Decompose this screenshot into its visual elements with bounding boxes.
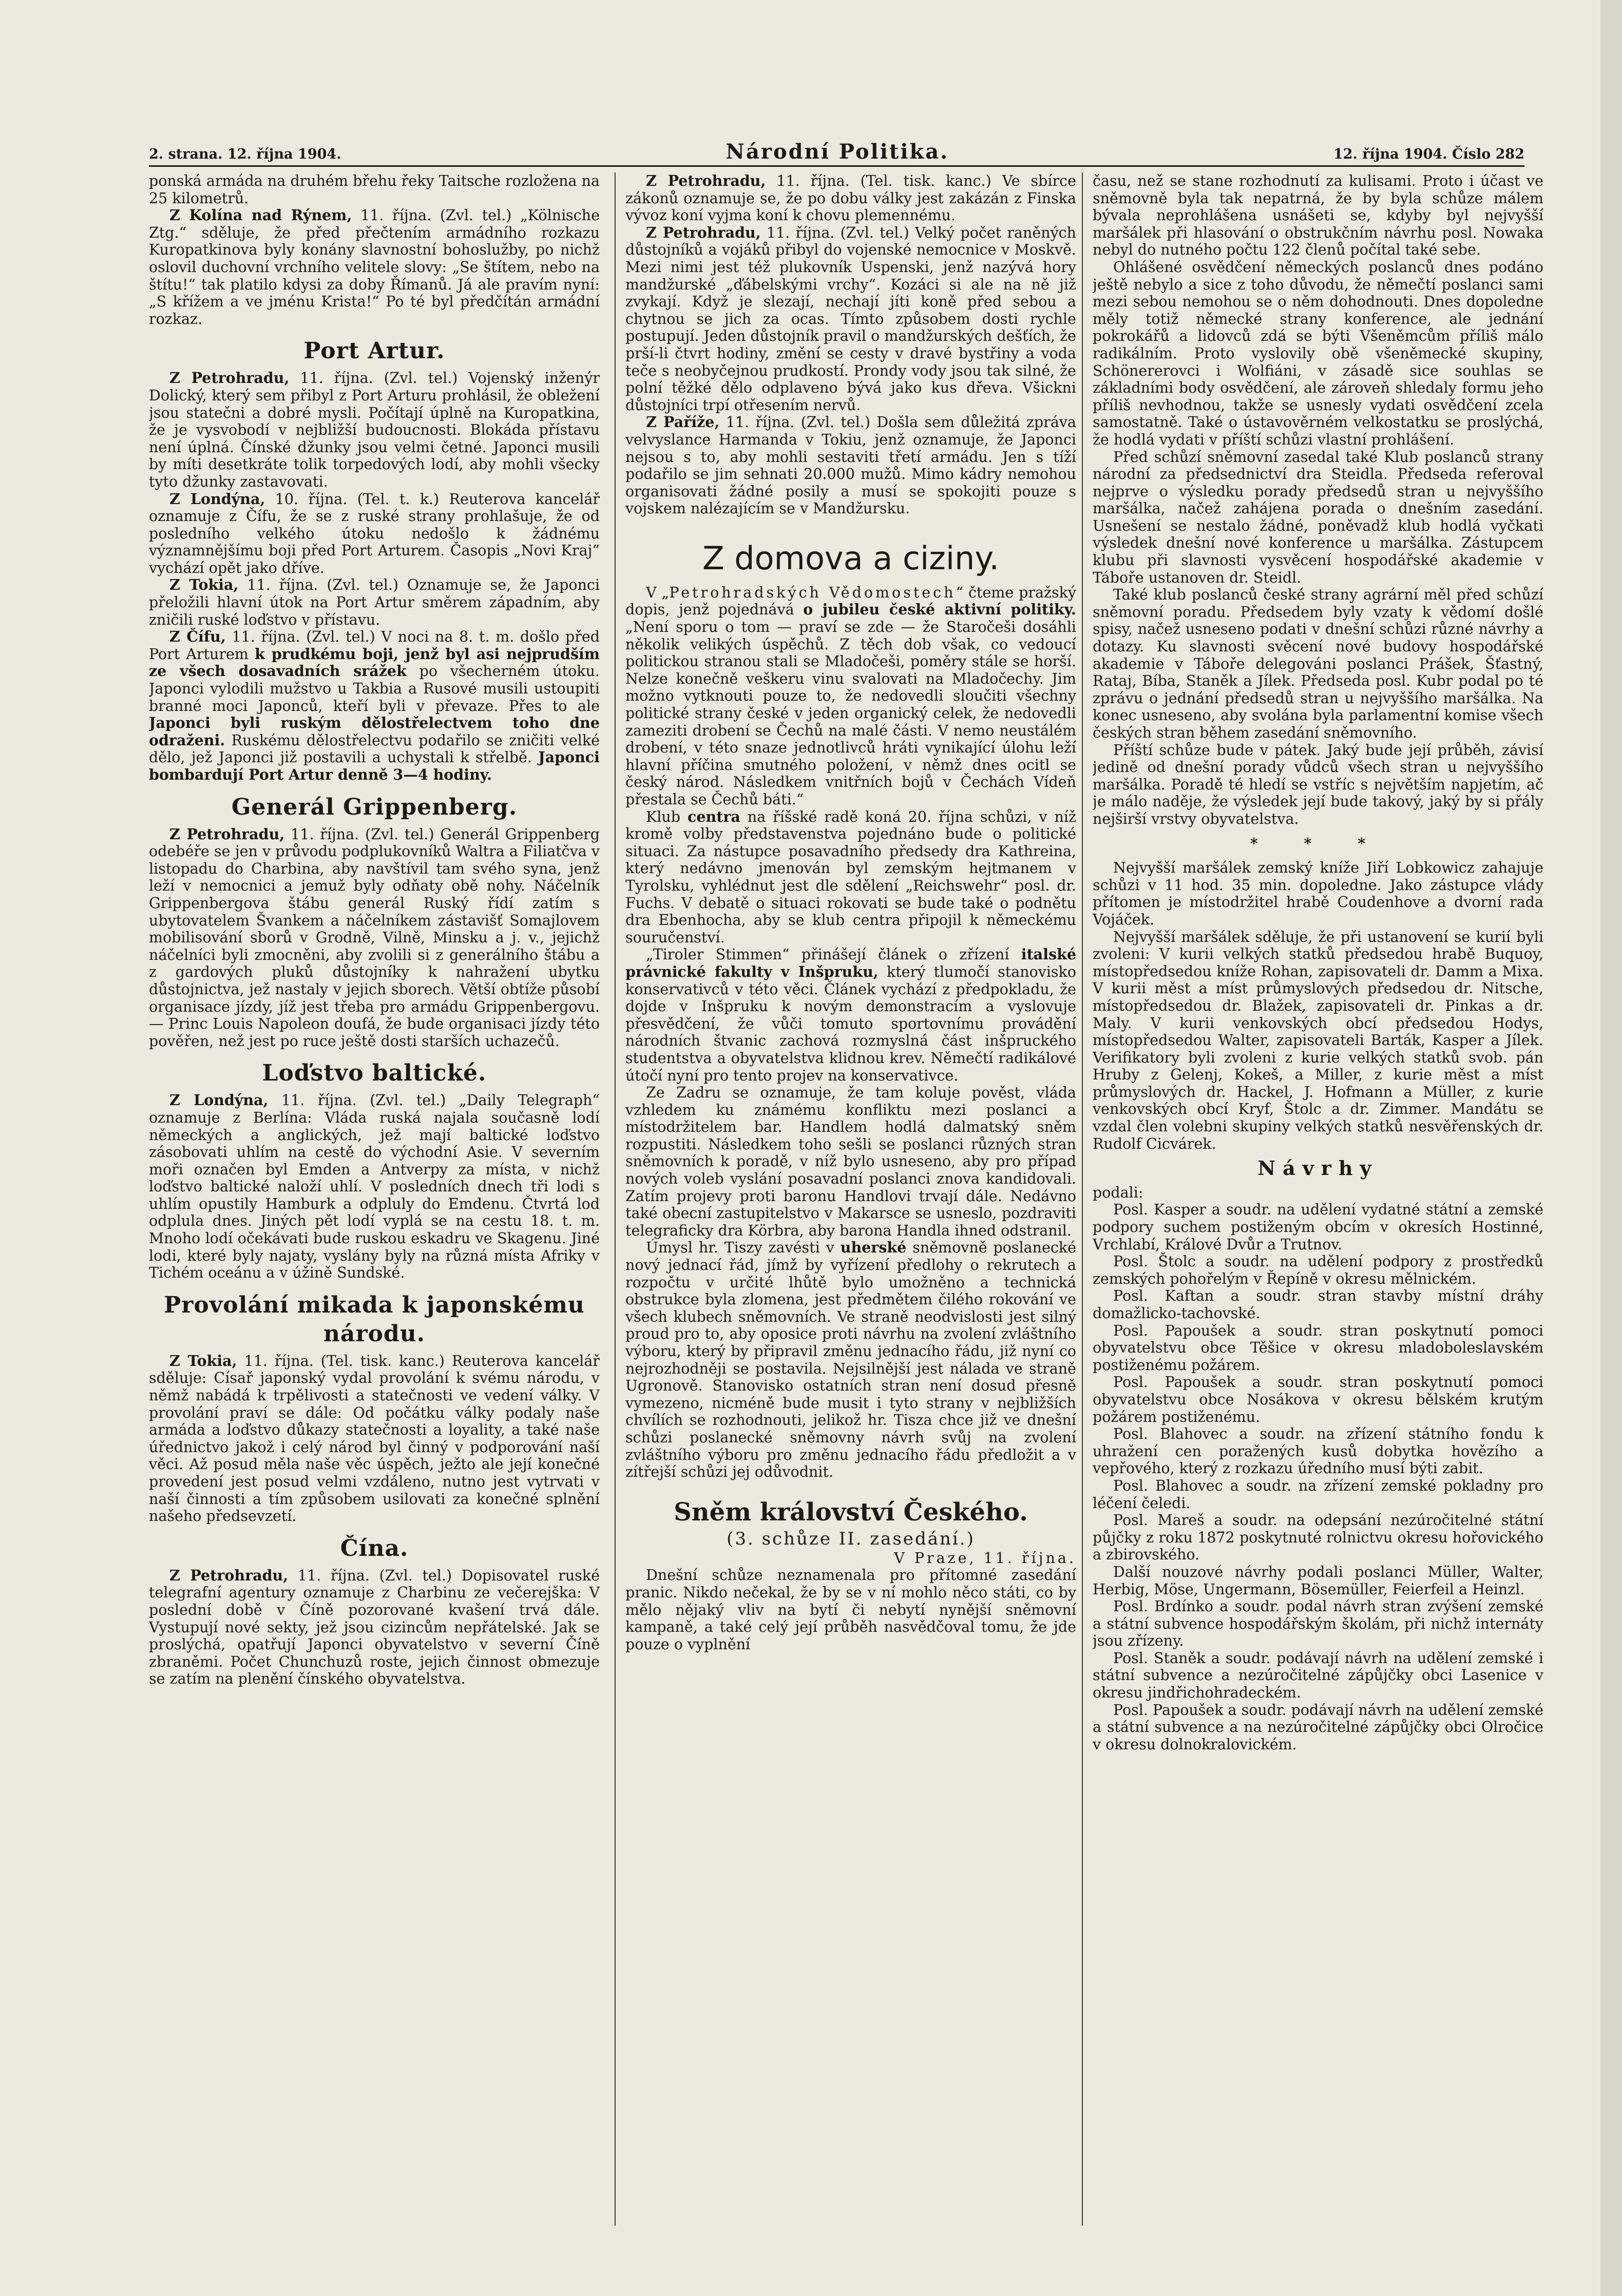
dateline: Z Tokia,: [169, 576, 239, 594]
column-2: [625, 172, 1076, 2241]
motion-item: Posl. Papoušek a soudr. stran poskytnutí pomoci obyvatelstvu obce Těšice v okresu mladoboleslavském postiženému požárem.: [1093, 1322, 1543, 1374]
dateline: Z Paříže,: [646, 413, 720, 431]
news-item: [625, 414, 1076, 517]
motion-item: Posl. Staněk a soudr. podávají návrh na udělení zemské i státní subvence a nezúročitelné zápůjčky obci Lasenice v okresu jindřichohradeckém.: [1093, 1649, 1543, 1702]
news-text: 11. října. (Zvl. tel.) „Daily Telegraph“ oznamuje z Berlína: Vláda ruská najala současně lodí německých a anglických, jež mají baltické loďstvo zásobovati uhlím na cestě do východní Asie. V severním moři označen byl Emden a Antverpy za místa, v nichž loďstvo baltické naloží uhlí. V posledních dnech tři lodi s uhlím opustily Hamburk a odpluly do Emdenu. Čtvrtá loď odplula dnes. Jiných pět lodí vyplá se na cestu 18. t. m. Mnoho lodí očekávati bude ruskou eskadru ve Skagenu. Jiné lodi, které byly najaty, vyslány byly na různá místa Afriky v Tichém oceánu a v úžině Sundské.: [149, 1092, 600, 1282]
session-subtitle: (3. schůze II. zasedání.): [727, 1528, 975, 1549]
motion-item: Posl. Kasper a soudr. na udělení vydatné státní a zemské podpory suchem postiženým obcím v okresích Hostinné, Vrchlabí, Králové Dvůr a Trutnov.: [1093, 1201, 1543, 1253]
news-item: [149, 491, 600, 577]
page-edge: [1600, 0, 1622, 2296]
motion-item: Posl. Štolc a soudr. na udělení podpory z prostředků zemských pohořelým v Řepíně v okresu mělnickém.: [1093, 1253, 1543, 1287]
article-paragraph: Příští schůze bude v pátek. Jaký bude její průběh, závisí jedině od dnešní porady vůdců všech stran u nejvyššího maršálka. Poradě té hledí se vstříc s největším napjetím, ač je málo naděje, že výsledek její bude takový, jaký by si přály nejširší vrstvy obyvatelstva.: [1093, 741, 1543, 827]
article-paragraph: [625, 1239, 1076, 1480]
dateline: Z Petrohradu,: [169, 1566, 289, 1584]
text-run: Úmysl hr. Tiszy zavésti v: [646, 1239, 841, 1257]
motion-item: Posl. Blahovec a soudr. na zřízení zemské pokladny pro léčení čeledi.: [1093, 1477, 1543, 1512]
news-text: 11. října. (Zvl. tel.) V noci na 8. t. m. došlo před Port Arturem: [149, 628, 600, 663]
section-heading: Port Artur.: [303, 338, 445, 364]
news-item: [149, 576, 600, 628]
column-1: [149, 172, 600, 2241]
emphasis-text: k prudkému boji, jenž byl asi nejprudším ze všech dosavadních srážek: [149, 645, 600, 680]
masthead-title: Národní Politika.: [726, 140, 949, 164]
text-run: „Není sporu o tom — praví se zde — že Staročeši dosáhli několik velikých úspěchů. Z těch dob však, co vedoucí politickou stranou stali se Mladočeši, poměry stále se horší. Nelze konečně veškeru vinu svalovati na Mladočechy. Jim možno vytknouti pouze to, že nedovedli sloučiti všechny politické strany české v jeden organický celek, že nedovedli zameziti drobení se Čechů na malé části. V nemo neustálém drobení, v této snaze jednotlivců hráti vynikající úlohu leží hlavní příčina smutného položení, v němž dnes ocitl se český národ. Následkem vnitřních bojů v Čechách Vídeň přestala se Čechů báti.“: [625, 619, 1076, 808]
column-3: [1093, 172, 1543, 2241]
article-paragraph: času, než se stane rozhodnutí za kulisami. Proto i účast ve sněmovně byla tak nepatrná, že by byla schůze málem bývala neprohlášena usnášeti se, kdyby byl nejvyšší maršálek při hlasování o obstrukčním návrhu posl. Nowaka nebyl do nutného počtu 122 členů počítal také sebe.: [1093, 172, 1543, 259]
dateline: Z Kolína nad Rýnem,: [169, 206, 352, 224]
dateline: Z Petrohradu,: [169, 369, 290, 387]
news-text: 11. října. (Zvl. tel.) Velký počet raněných důstojníků a vojáků přibyl do vojenské nemocnice v Moskvě. Mezi nimi jest též plukovník Uspenski, jenž nazývá hory mandžurské „ďábelskými vrchy“. Kozáci si ale na ně již zvykají. Když je slezají, nechají jíti koně před sebou a chytnou se jich za ocas. Tímto způsobem dosti rychle postupují. Jeden důstojník pravil o mandžurských dešťích, že prší-li čtvrt hodiny, změní se cesty v dravé bystřiny a voda teče s neobyčejnou prudkostí. Prondy vody jsou tak silné, že polní těžké dělo odplaveno bývá jako kus dřeva. Všickni důstojníci trpí otřesením nervů.: [625, 224, 1076, 414]
news-text: 11. října. (Zvl. tel.) Vojenský inženýr Dolický, který sem přibyl z Port Arturu prohlásil, že obležení jsou statečni a dobré mysli. Počítají úplně na Kuropatkina, že je vysvobodí v nejbližší budoucnosti. Blokáda přístavu není úplná. Čínské džunky jsou velmi četné. Japonci musili by míti desetkráte tolik torpedových lodí, aby mohli všecky tyto džunky zastavovati.: [149, 370, 600, 490]
section-heading: Sněm království Českého.: [674, 1497, 1028, 1527]
dateline: Z Londýna,: [169, 1091, 269, 1109]
news-item: [149, 1092, 600, 1282]
page-header: [149, 140, 1524, 167]
dateline: Z Petrohradu,: [646, 223, 761, 241]
news-text: 11. října. (Zvl. tel.) „Kölnische Ztg.“ sděluje, že před přečtením armádního rozkazu Kuropatkinova byly konány slavnostní bohoslužby, po nichž oslovil duchovní vrchního velitele slovy: „Se štítem, nebo na štítu!“ tak platilo kdysi za doby Římanů. Já ale pravím nyní: „S křížem a ve jménu Krista!“ Po té byl předčítán armádní rozkaz.: [149, 207, 600, 327]
news-text: 11. října. (Zvl. tel.) Dopisovatel ruské telegrafní agentury oznamuje z Charbinu ze večerejška: V poslední době v Číně pozorované kvašení trvá dále. Vystupují nové sekty, jež jsou cizincům nepřátelské. Jak se proslýchá, opatřují Japonci obyvatelstvo v severní Číně zbraněmi. Počet Chunchuzů roste, jejich činnost obmezuje se zatím na plenění čínského obyvatelstva.: [149, 1567, 600, 1688]
section-heading: Z domova a ciziny.: [702, 539, 999, 577]
news-text: po všecherném útoku. Japonci vylodili mužstvo u Takbia a Rusové musili ustoupiti branné moci Japonců, kteří byli v převaze. Přes to ale: [149, 663, 600, 715]
spaced-text: Petrohradských Vědomostech: [669, 584, 956, 601]
motion-item: Posl. Papoušek a soudr. stran poskytnutí pomoci obyvatelstvu obce Nosákova v okresu bělském krutým požárem postiženému.: [1093, 1374, 1543, 1425]
text-run: který tlumočí stanovisko konservativců v této věci. Článek vychází z předpokladu, že dojde v Inšpruku k novým demonstracím a vyslovuje přesvědčení, že vůči tomuto sportovnímu provádění národních štvanic zachová rozmyslná část inšpruckého studentstva a obyvatelstva klidnou krev. Němečtí radikálové útočí nyní pro tento projev na konservativce.: [625, 963, 1076, 1084]
motion-item: Posl. Brdínko a soudr. podal návrh stran zvýšení zemské a státní subvence hospodářským školám, při nichž internáty jsou zřízeny.: [1093, 1598, 1543, 1650]
emphasis-text: uherské: [840, 1239, 907, 1257]
dateline: Z Tokia,: [169, 1352, 237, 1369]
text-run: Klub: [646, 808, 688, 825]
news-item: [149, 1353, 600, 1525]
news-text: 10. října. (Tel. t. k.) Reuterova kancelář oznamuje z Čífu, že se z ruské strany prohlašuje, že od posledního velkého útoku nedošlo k žádnému významnějšímu boji před Port Arturem. Časopis „Novi Kraj“ vychází opět jako dříve.: [149, 490, 600, 576]
text-run: sněmovně poslanecké nový jednací řád, jímž by vyřízení předlohy o rekrutech a rozpočtu v určité lhůtě bylo umožněno a technická obstrukce byla zlomena, jest předmětem čilého rokování ve všech klubech sněmovních. Ve straně neodvislosti jest silný proud pro to, aby oposice proti návrhu na zvolení zvláštního výboru, který by připravil změnu jednacího řádu, již nyní co nejrozhodněji se postavila. Nejsilnější jest nálada ve straně Ugronově. Stanovisko ostatních stran není dosud přesně vymezeno, nicméně bude musit i tyto strany v nejbližších chvílích se rozhodnouti, jelikož hr. Tisza chce již ve dnešní schůzi poslanecké sněmovny návrh svůj na zvolení zvláštního výboru pro změnu jednacího řádu předložit a v zítřejší schůzi jej odůvodnit.: [625, 1239, 1076, 1481]
article-paragraph: Ze Zadru se oznamuje, že tam koluje pověst, vláda vzhledem ku známému konfliktu mezi poslanci a místodržitelem bar. Handlem hodlá dalmatský sněm rozpustiti. Následkem toho sešli se poslanci různých stran sněmovních k poradě, v níž bylo usneseno, aby pro případ nových voleb vyslání posavadní poslanci znova kandidovali. Zatím projevy proti baronu Handlovi trvají dále. Nedávno také obecní zastupitelstvo v Makarsce se usneslo, pozdraviti telegraficky dra Körbra, aby barona Handla ihned odstranil.: [625, 1084, 1076, 1239]
dateline: Z Londýna,: [169, 490, 265, 508]
news-text: 11. října. (Zvl. tel.) Došla sem důležitá zpráva velvyslance Harmanda v Tokiu, jenž oznamuje, že Japonci nejsou s to, aby mohli sestaviti třetí armádu. Jen s tíží podařilo se jim sehnati 20.000 mužů. Mimo kádry nemohou organisovati žádné posily a musí se spokojiti pouze s vojskem nalézajícím se v Mandžursku.: [625, 414, 1076, 517]
dateline: V Praze, 11. října.: [894, 1549, 1076, 1567]
header-issue-info: 12. října 1904. Číslo 282: [1333, 146, 1524, 162]
news-item: [149, 628, 600, 783]
article-paragraph: Dnešní schůze neznamenala pro přítomné zasedání pranic. Nikdo nečekal, že by se v ní mohlo něco státi, co by mělo nějaký vliv na bytí či nebytí nynější sněmovní kampaně, a také celý její průběh nasvědčoval tomu, že jde pouze o vyplnění: [625, 1567, 1076, 1653]
text-run: “ čteme pražský dopis, jenž pojednává: [625, 584, 1076, 619]
news-item: [149, 207, 600, 327]
article-paragraph: ponská armáda na druhém břehu řeky Taitsche rozložena na 25 kilometrů.: [149, 172, 600, 207]
motion-item: Další nouzové návrhy podali poslanci Müller, Walter, Herbig, Möse, Ungermann, Bösemüller, Feierfeil a Heinzl.: [1093, 1563, 1543, 1598]
article-paragraph: podali:: [1093, 1184, 1143, 1201]
emphasis-text: o jubileu české aktivní politiky.: [803, 601, 1076, 619]
article-paragraph: [625, 808, 1076, 947]
section-heading: Čína.: [340, 1535, 409, 1561]
article-paragraph: Nejvyšší maršálek zemský kníže Jiří Lobkowicz zahajuje schůzi v 11 hod. 35 min. dopoledne. Jako zástupce vlády přítomen je místodržitel hrabě Coudenhove a dvorní rada Vojáček.: [1093, 859, 1543, 928]
article-paragraph: Nejvyšší maršálek sděluje, že při ustanovení se kurií byli zvoleni: V kurii velkých statků předsedou hrabě Buquoy, místopředsedou kníže Rohan, zapisovateli dr. Damm a Mixa. V kurii měst a míst průmyslových předsedou dr. Nitsche, místopředsedou dr. Blažek, zapisovateli dr. Pinkas a dr. Maly. V kurii venkovských obcí předsedou Hodys, místopředsedou Walter, zapisovateli Barták, Kasper a Jílek. Verifikatory byli zvoleni z kurie velkých statků svob. pán Hruby z Gelenj, Kokeš, a Miller, z kurie měst a míst průmyslových dr. Hackel, J. Hofmann a Müller, z kurie venkovských obcí Kryf, Štolc a dr. Zimmer. Mandátu se vzdal člen volebni skupiny velkých statků nesvěřenských dr. Rudolf Cicvárek.: [1093, 928, 1543, 1152]
section-heading: Loďstvo baltické.: [262, 1060, 487, 1087]
motion-item: Posl. Blahovec a soudr. na zřízení státního fondu k uhražení cen poražených kusů dobytka hovězího a vepřového, který z rozkazu úředního musí býti zabit.: [1093, 1425, 1543, 1477]
news-item: [625, 224, 1076, 414]
section-heading: Generál Grippenberg.: [231, 794, 518, 820]
dateline: Z Čífu,: [169, 628, 226, 646]
section-separator: * * *: [1250, 834, 1386, 852]
news-text: 11. října. (Tel. tisk. kanc.) Reuterova kancelář sděluje: Císař japonský vydal provolání k svému národu, v němž nabádá k trpělivosti a statečnosti ve vedení války. V provolání praví se dále: Od počátku války podaly naše armáda a loďstvo důkazy statečnosti a loyality, a také naše úřednictvo jakož i celý národ byl činný v podporování naší věci. Až posud měla naše věc úspěch, ježto ale její konečné provedení jest posud velmi vzdáleno, nutno jest vytrvati v naší činnosti a tím způsobem usilovati za konečné splnění našeho předsevzetí.: [149, 1352, 600, 1525]
emphasis-text: Japonci bombardují Port Artur denně 3—4 hodiny.: [149, 748, 600, 783]
article-paragraph: Ohlášené osvědčení německých poslanců dnes podáno ještě nebylo a sice z toho důvodu, že němečtí poslanci sami mezi sebou nemohou se o něm dohodnouti. Dnes dopoledne měly totiž německé strany konference, ale jednání pokrokářů a lidovců zdá se býti Všeněmcům příliš málo radikálním. Proto vyslovily obě všeněmecké skupiny, Schönererovci i Wolfiáni, v zásadě sice souhlas se základními body osvědčení, ale zároveň shledaly formu jeho příliš nevhodnou, takže se usnesly vydati osvědčení zcela samostatně. Také o ústavověrném velkostatku se proslýchá, že hodlá vydati v příští schůzi vlastní prohlášení.: [1093, 258, 1543, 448]
news-text: 11. října. (Tel. tisk. kanc.) Ve sbírce zákonů oznamuje se, že po dobu války jest zakázán z Finska vývoz koní vyjma koní k chovu plemennému.: [625, 172, 1076, 224]
column-rule: [1082, 172, 1083, 2226]
news-item: [625, 172, 1076, 224]
text-run: „Tiroler Stimmen“ přinášejí článek o zřízení: [646, 946, 1021, 963]
article-paragraph: [625, 946, 1076, 1084]
dateline: Z Petrohradu,: [169, 825, 285, 843]
news-item: [149, 826, 600, 1050]
news-text: 11. října. (Zvl. tel.) Generál Grippenberg odebéře se jen v průvodu podplukovníků Waltra a Filiatčva v listopadu do Charbina, aby navštívil tam svého syna, jenž leží v nemocnici a jemuž byly odňaty obě nohy. Náčelník Grippenbergova štábu generál Ruský řídí zatím s ubytovatelem Švankem a náčelníkem zástavišť Somajlovem mobilisování sborů v Grodně, Vilně, Minsku a j. v., jejichž náčelníci byli zmocněni, aby zvolili si z generálního štábu a z gardových pluků důstojníky k nahražení ubytku důstojnictva, jež nastaly v jejich sborech. Větší obtíže působí organisace jízdy, jíž jest třeba pro armádu Grippenbergovu. — Princ Louis Napoleon doufá, že bude organisaci jízdy této pověřen, než jest po ruce ještě dosti starších uchazečů.: [149, 825, 600, 1050]
emphasis-text: centra: [688, 807, 740, 825]
section-heading: Návrhy: [1257, 1156, 1379, 1180]
motion-item: Posl. Papoušek a soudr. podávají návrh na udělení zemské a státní subvence a na nezúročitelné zápůjčky obci Olročice v okresu dolnokralovickém.: [1093, 1701, 1543, 1753]
motion-item: Posl. Mareš a soudr. na odepsání nezúročitelné státní půjčky z roku 1872 poskytnuté rolnictvu okresu hořovického a zbirovského.: [1093, 1512, 1543, 1564]
news-item: [149, 370, 600, 490]
header-page-info: 2. strana. 12. října 1904.: [149, 146, 341, 162]
section-heading: Provolání mikada k japonskému národu.: [164, 1291, 585, 1347]
article-paragraph: [625, 584, 1076, 808]
emphasis-text: italské právnické fakulty v Inšpruku,: [625, 946, 1076, 980]
news-item: [149, 1567, 600, 1688]
dateline: Z Petrohradu,: [646, 172, 766, 189]
motion-item: Posl. Kaftan a soudr. stran stavby místní dráhy domažlicko-tachovské.: [1093, 1287, 1543, 1322]
emphasis-text: Japonci byli ruským dělostřelectvem toho dne odraženi.: [149, 714, 600, 749]
news-text: 11. října. (Zvl. tel.) Oznamuje se, že Japonci přeložili hlavní útok na Port Artur směrem západním, aby zničili ruské loďstvo v přístavu.: [149, 576, 600, 628]
news-text: Ruskému dělostřelectvu podařilo se zničiti velké dělo, jež Japonci již postavili a uchystali k střelbě.: [149, 731, 600, 766]
column-rule: [615, 172, 616, 2226]
text-run: na říšské radě koná 20. října schůzi, v níž kromě volby představenstva pojednáno bude o politické situaci. Za nástupce posavadního předsedy dra Kathreina, který nedávno jmenován byl zemským hejtmanem v Tyrolsku, vyhlédnut jest dle sdělení „Reichswehr“ posl. dr. Fuchs. V debatě o situaci rokovati se bude také o podnětu dra Ebenhocha, aby se klub centra připojil k německému souručenství.: [625, 808, 1076, 946]
article-paragraph: Také klub poslanců české strany agrární měl před schůzí sněmovní poradu. Předsedem byly vzaty k vědomí došlé spisy, načež usneseno podati v dnešní schůzi různé návrhy a dotazy. Ku slavnosti svěcení nové budovy hospodářské akademie v Táboře delegováni poslanci Prášek, Šťastný, Rataj, Bíba, Staněk a Jílek. Předseda posl. Kubr podal po té zprávu o jednání předsedů stran u nejvyššího maršálka. Na konec usneseno, aby svolána byla parlamentní komise všech českých stran během zasedání sněmovního.: [1093, 586, 1543, 741]
text-run: V „: [646, 584, 670, 601]
article-paragraph: Před schůzí sněmovní zasedal také Klub poslanců strany národní za předsednictví dra Steidla. Předseda referoval nejprve o výsledku porady předsedů stran u nejvyššího maršálka, načež zahájena porada o dnešním zasedání. Usnešení se nestalo žádné, poněvadž klub hodlá vyčkati výsledek dnešní nové konference u maršálka. Zástupcem klubu při slavnosti vysvěcení hospodářské akademie v Táboře ustanoven dr. Steidl.: [1093, 448, 1543, 586]
